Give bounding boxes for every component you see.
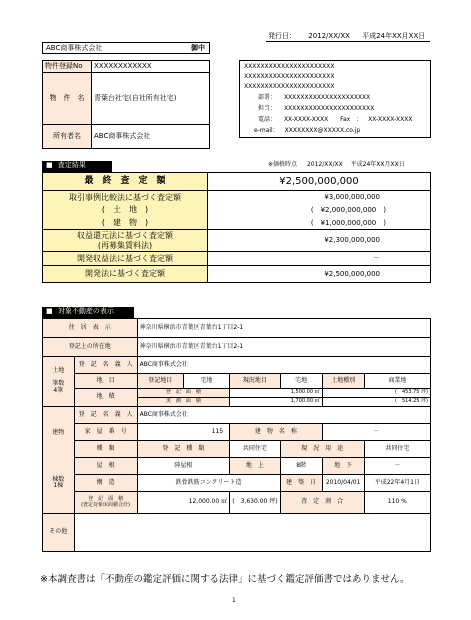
building-side-cell (43, 407, 75, 514)
price-date-line (268, 162, 405, 169)
page-number: 1 (232, 597, 236, 604)
built-label: 建 築 日 (280, 475, 322, 492)
owner-name: ABC商事株式会社 (92, 125, 210, 149)
issue-date: 2012/XX/XX (308, 32, 350, 40)
income-method-label (43, 230, 208, 252)
cur-chimoku: 宅地 (280, 374, 322, 389)
ratio: 110 % (364, 492, 430, 514)
house-no: 115 (137, 424, 230, 441)
target-section-label: 対象不動産の表示 (57, 307, 114, 315)
land-type-label: 土地種別 (322, 374, 364, 389)
price-date-label: ※価格時点 (268, 161, 298, 168)
floor-area-label-2: (査定対象床面積合計) (81, 501, 131, 508)
reg-chimoku: 宅地 (183, 374, 229, 389)
fax: XX-XXXX-XXXX (368, 116, 413, 123)
owner-label: 所有者名 (43, 125, 92, 149)
reg-area-label: 登 記 面 積 (137, 389, 230, 398)
building-label: ( 建 物 ) (43, 217, 208, 230)
property-name: 青葉台社宅(自社所有社宅) (92, 73, 210, 125)
bldg-name-label: 建 物 名 称 (230, 424, 323, 441)
structure: 鉄骨鉄筋コンクリート造 (137, 475, 280, 492)
dev-income-value: － (208, 252, 431, 266)
land-side-label: 土地 (52, 367, 65, 375)
reg-no: XXXXXXXXXXXX (92, 61, 210, 73)
other-label: その他 (43, 514, 75, 552)
issuer-box (239, 60, 431, 138)
building-side-label: 建物 (52, 428, 65, 436)
actual-area-tsubo: ( 514.25 坪) (322, 398, 430, 407)
tel: XX-XXXX-XXXX (283, 116, 329, 123)
tel-label: 電話： (258, 116, 277, 123)
floor-tsubo: ( 3,630.00 坪) (230, 492, 280, 514)
reg-chimoku-label: 登記地目 (137, 374, 183, 389)
roof: 陸屋根 (137, 458, 230, 475)
issue-date-line (268, 32, 425, 40)
land-label: ( 土 地 ) (43, 204, 208, 217)
final-value: ¥2,500,000,000 (208, 173, 431, 191)
roof-label: 屋 根 (74, 458, 137, 475)
issuer-line-1: XXXXXXXXXXXXXXXXXXXXXX (244, 63, 335, 70)
cur-use: 共同住宅 (364, 441, 430, 458)
building-owner-label: 登 記 名 義 人 (74, 407, 137, 424)
result-table (42, 172, 431, 283)
dept-label: 部署： (258, 94, 277, 101)
above-label: 地 上 (230, 458, 280, 475)
dev-income-label: 開発収益法に基づく査定額 (43, 252, 208, 266)
bldg-name: － (322, 424, 430, 441)
issue-date-jp: 平成24年XX月XX日 (362, 32, 426, 40)
kind-label: 種 類 (74, 441, 137, 458)
recipient: ABC商事株式会社 (46, 44, 103, 52)
building-side-sub2: 1棟 (53, 482, 64, 490)
method-1-label: 取引事例比較法に基づく査定額 (43, 191, 208, 204)
above: 8階 (280, 458, 322, 475)
chimoku-label: 地 目 (74, 374, 137, 389)
issue-label: 発行日： (268, 32, 296, 40)
other-value (74, 514, 430, 552)
person: XXXXXXXXXXXXXXXXXXXXXX (283, 105, 375, 112)
lot-label: 登記上の所在地 (43, 338, 138, 357)
built: 2010/04/01 (322, 475, 364, 492)
disclaimer: ※本調査書は「不動産の鑑定評価に関する法律」に基づく鑑定評価書ではありません。 (40, 574, 410, 585)
actual-area-label: 実 測 面 積 (137, 398, 230, 407)
lot-address: 神奈川県横浜市青葉区青葉台1丁目2-1 (137, 338, 430, 357)
issuer-line-2: XXXXXXXXXXXXXXXXXXXXXX (244, 73, 335, 80)
email-row (254, 128, 360, 135)
structure-label: 構 造 (74, 475, 137, 492)
reg-area-tsubo: ( 453.75 坪) (322, 389, 430, 398)
method-1-value: ¥3,000,000,000 (208, 191, 431, 204)
land-type: 商業地 (364, 374, 430, 389)
address: 神奈川県横浜市青葉区青葉台1丁目2-1 (137, 319, 430, 338)
person-label: 担当： (258, 105, 277, 112)
floor-area-label-1: 登 記 面 積 (88, 495, 124, 502)
cur-use-label: 現 況 用 途 (280, 441, 364, 458)
below-label: 地 下 (322, 458, 364, 475)
price-date: 2012/XX/XX (306, 161, 343, 168)
name-label: 物 件 名 (43, 73, 92, 125)
final-label: 最 終 査 定 額 (43, 173, 208, 191)
reg-no-label: 物件登録No (43, 61, 92, 73)
price-date-jp: 平成24年XX月XX日 (350, 161, 405, 168)
land-side-sub2: 4筆 (53, 386, 64, 394)
land-side-sub1: 筆数 (52, 380, 65, 388)
reg-kind-label: 登 記 種 類 (137, 441, 230, 458)
tel-row (258, 117, 412, 124)
cur-chimoku-label: 現況地目 (230, 374, 280, 389)
income-method-label-2: (再募集賃料法) (97, 240, 153, 250)
target-table (42, 318, 431, 552)
target-section-header: ■ 対象不動産の表示 (42, 307, 134, 318)
building-owner: ABC商事株式会社 (137, 407, 430, 424)
income-method-value: ¥2,300,000,000 (208, 230, 431, 252)
dev-method-value: ¥2,500,000,000 (208, 266, 431, 283)
land-owner: ABC商事株式会社 (137, 357, 430, 374)
reg-area: 1,500.00 ㎡ (230, 389, 323, 398)
person-row (258, 106, 374, 113)
result-section-label: 査定結果 (57, 161, 86, 169)
land-value: ( ¥2,000,000,000 ) (208, 204, 431, 217)
dev-method-label: 開発法に基づく査定額 (43, 266, 208, 283)
issuer-line-3: XXXXXXXXXXXXXXXXXXXXXX (244, 83, 335, 90)
land-owner-label: 登 記 名 義 人 (74, 357, 137, 374)
floor-area-label (74, 492, 137, 514)
recipient-box (42, 42, 210, 54)
address-label: 住 居 表 示 (43, 319, 138, 338)
email-label: e-mail： (254, 127, 279, 134)
building-value: ( ¥1,000,000,000 ) (208, 217, 431, 230)
honorific: 御中 (191, 44, 205, 52)
building-side-sub1: 棟数 (52, 475, 65, 483)
fax-label: Fax ： (340, 116, 363, 123)
ratio-label: 査 定 割 合 (280, 492, 364, 514)
area-label: 地 積 (74, 389, 137, 407)
house-no-label: 家 屋 番 号 (74, 424, 137, 441)
dept: XXXXXXXXXXXXXXXXXXXXX (283, 94, 371, 101)
actual-area: 1,700.00 ㎡ (230, 398, 323, 407)
floor-area: 12,000.00 ㎡ (137, 492, 230, 514)
result-section-header: ■ 査定結果 (42, 161, 112, 172)
issue-date-underline (266, 41, 430, 42)
income-method-label-1: 収益還元法に基づく査定額 (77, 231, 173, 241)
built-jp: 平成22年4月1日 (364, 475, 430, 492)
below: － (364, 458, 430, 475)
email: XXXXXXXX@XXXXX.co.jp (284, 127, 361, 134)
land-side-cell (43, 357, 75, 407)
reg-kind: 共同住宅 (230, 441, 280, 458)
dept-row (258, 95, 370, 102)
property-box (42, 60, 210, 149)
